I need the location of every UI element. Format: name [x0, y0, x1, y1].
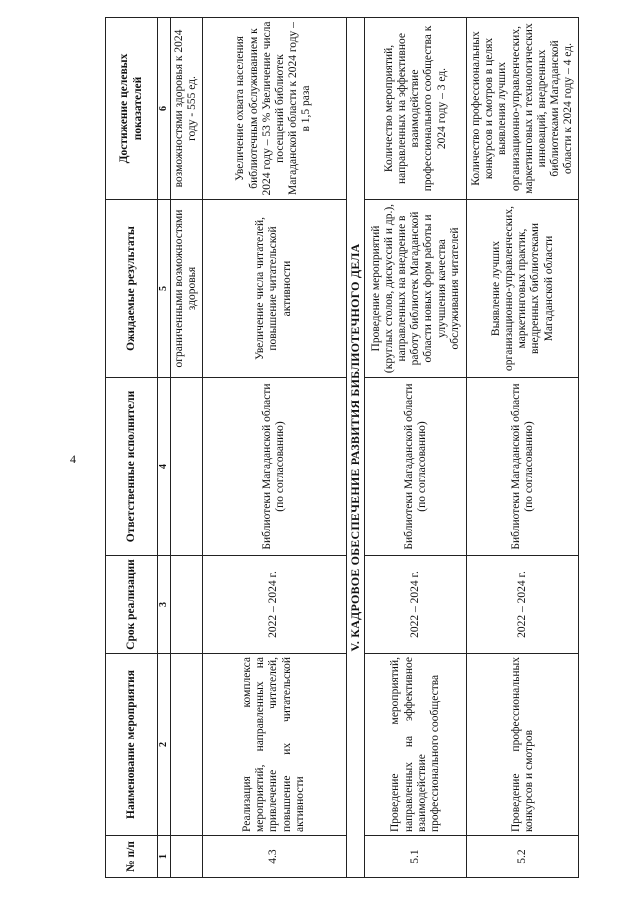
- column-number: 1: [158, 836, 171, 878]
- column-number: 3: [158, 556, 171, 654]
- cell-target: Количество профессиональных конкурсов и смотров в целях выявления лучших организационно-управленческих, маркетинговых и технологических инноваций, внедренных библиотеками Магаданской области к 2024 году – 4 ед.: [467, 18, 579, 200]
- cell-num: 5.2: [467, 836, 579, 878]
- cell-executors: Библиотеки Магаданской области (по согласованию): [202, 378, 346, 556]
- cell-term: 2022 – 2024 г.: [365, 556, 467, 654]
- cell-term: 2022 – 2024 г.: [202, 556, 346, 654]
- cell-num: 5.1: [365, 836, 467, 878]
- cell-result: Проведение мероприятий (круглых столов, дискуссий и др.), направленных на внедрение в работу библиотек Магаданской области новых форм работы и улучшения качества обслуживания читателей: [365, 200, 467, 378]
- header-target: Достижение целевых показателей: [106, 18, 158, 200]
- header-row: [106, 18, 158, 878]
- column-number: 6: [158, 18, 171, 200]
- cell-result: Выявление лучших организационно-управленческих, маркетинговых практик, внедренных библиотеками Магаданской области: [467, 200, 579, 378]
- table-row: [467, 18, 579, 878]
- column-number: 5: [158, 200, 171, 378]
- column-number-row: [158, 18, 171, 878]
- cell-target: возможностями здоровья к 2024 году - 555 ед.: [170, 18, 202, 200]
- header-executors: Ответственные исполнители: [106, 378, 158, 556]
- header-num: № п/п: [106, 836, 158, 878]
- cell-name: Проведение мероприятий, направленных на эффективное взаимодействие профессионального сообщества: [365, 654, 467, 836]
- cell-target: Количество мероприятий, направленных на эффективное взаимодействие профессионального сообщества к 2024 году – 3 ед.: [365, 18, 467, 200]
- cell-name: Реализация комплекса мероприятий, направленных на привлечение читателей, повышение их читательской активности: [202, 654, 346, 836]
- cell-result: ограниченными возможностями здоровья: [170, 200, 202, 378]
- cell-target: Увеличение охвата населения библиотечным обслуживанием к 2024 году – 53 % Увеличение числа посещений библиотек Магаданской области к 2024 году – в 1,5 раза: [202, 18, 346, 200]
- header-term: Срок реализации: [106, 556, 158, 654]
- cell-result: Увеличение числа читателей, повышение читательской активности: [202, 200, 346, 378]
- cell-executors: Библиотеки Магаданской области (по согласованию): [365, 378, 467, 556]
- cell-term: [170, 556, 202, 654]
- rotated-table-wrapper: [105, 18, 580, 878]
- section-row: [346, 18, 365, 878]
- table-row: [365, 18, 467, 878]
- cell-term: 2022 – 2024 г.: [467, 556, 579, 654]
- cell-num: [170, 836, 202, 878]
- header-name: Наименование мероприятия: [106, 654, 158, 836]
- cell-executors: [170, 378, 202, 556]
- plan-table: [105, 17, 579, 878]
- cell-name: [170, 654, 202, 836]
- column-number: 2: [158, 654, 171, 836]
- table-row: [202, 18, 346, 878]
- cell-num: 4.3: [202, 836, 346, 878]
- cell-name: Проведение профессиональных конкурсов и смотров: [467, 654, 579, 836]
- cell-executors: Библиотеки Магаданской области (по согласованию): [467, 378, 579, 556]
- header-result: Ожидаемые результаты: [106, 200, 158, 378]
- column-number: 4: [158, 378, 171, 556]
- table-row: [170, 18, 202, 878]
- page-number: 4: [70, 452, 76, 466]
- section-title: V. КАДРОВОЕ ОБЕСПЕЧЕНИЕ РАЗВИТИЯ БИБЛИОТЕЧНОГО ДЕЛА: [346, 18, 365, 878]
